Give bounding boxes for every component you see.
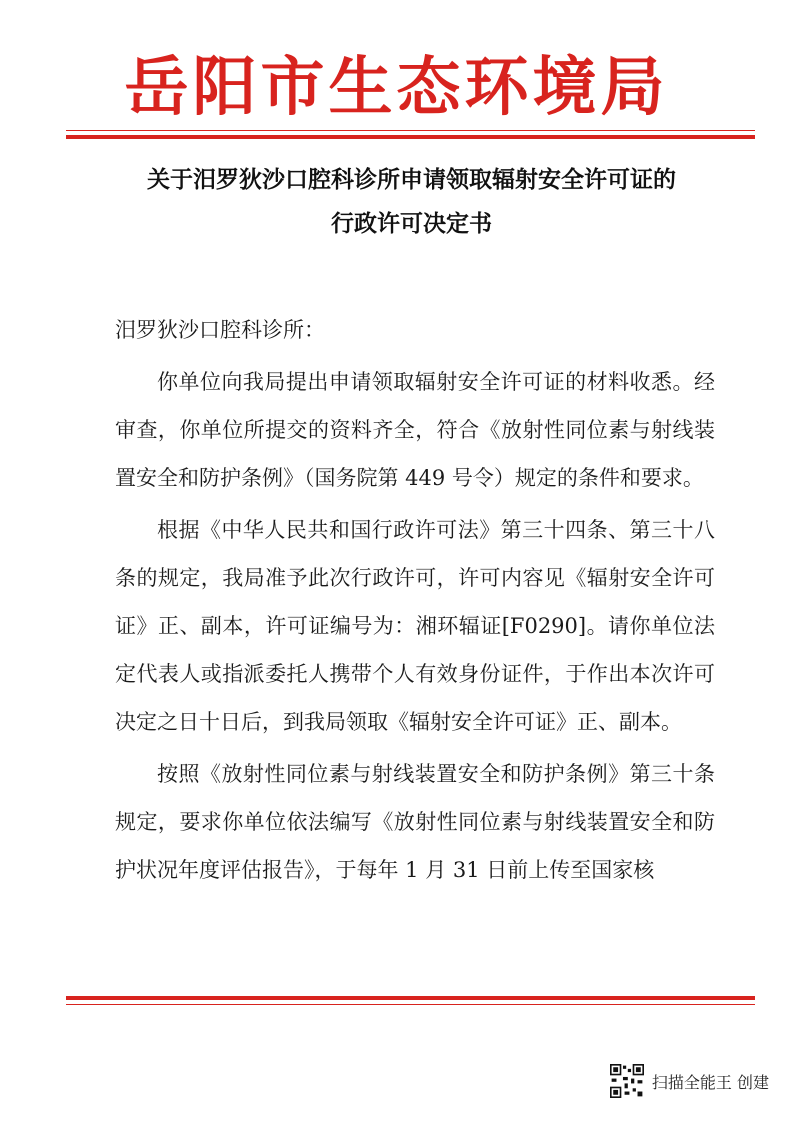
paragraph-1: 你单位向我局提出申请领取辐射安全许可证的材料收悉。经审查，你单位所提交的资料齐全，符合《放射性同位素与射线装置安全和防护条例》（国务院第 449 号令）规定的条件和要求。 [115,370,715,490]
title-line-2: 行政许可决定书 [331,211,492,237]
paragraph-2: 根据《中华人民共和国行政许可法》第三十四条、第三十八条的规定，我局准予此次行政许可，许可内容见《辐射安全许可证》正、副本，许可证编号为：湘环辐证[F0290]。请你单位法定代表人或指派委托人携带个人有效身份证件，于作出本次许可决定之日十日后，到我局领取《辐射安全许可证》正、副本。 [115,518,715,734]
addressee: 汨罗狄沙口腔科诊所： [115,318,325,342]
footer-red-rule [66,996,755,1005]
header-rule-thin [66,130,755,131]
paragraph-3: 按照《放射性同位素与射线装置安全和防护条例》第三十条规定，要求你单位依法编写《放射性同位素与射线装置安全和防护状况年度评估报告》，于每年 1 月 31 日前上传至国家核 [115,762,715,882]
footer-rule-thick [66,996,755,1000]
footer-rule-thin [66,1004,755,1005]
header-red-rule [66,130,755,139]
scanner-label: 扫描全能王 创建 [651,1072,769,1092]
document-body [115,306,715,894]
document-title [90,158,733,246]
header-rule-thick [66,135,755,139]
qr-code-icon [610,1064,644,1098]
scanner-watermark [610,1064,769,1098]
organization-masthead: 岳阳市生态环境局 [124,50,669,125]
title-line-1: 关于汨罗狄沙口腔科诊所申请领取辐射安全许可证的 [147,167,676,193]
